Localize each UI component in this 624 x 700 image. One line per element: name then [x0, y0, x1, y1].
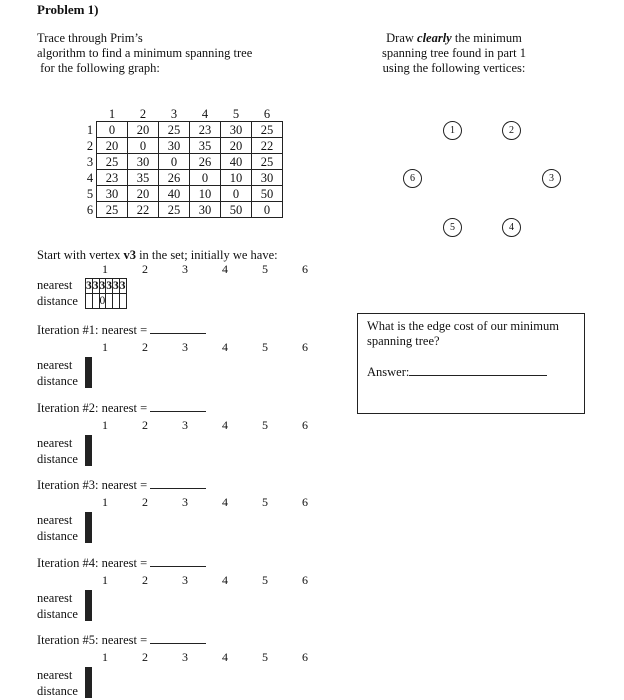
col-header: 2: [142, 418, 148, 432]
distance-label: distance: [37, 684, 78, 698]
col-header: 1: [102, 262, 108, 276]
col-header: 4: [222, 340, 228, 354]
distance-cell[interactable]: [92, 294, 99, 309]
initial-table: [85, 278, 127, 309]
instructions-right: [368, 31, 540, 76]
answer-label: Answer:: [367, 365, 410, 379]
col-header: 5: [262, 495, 268, 509]
matrix-cell: 25: [252, 154, 283, 170]
iteration-nearest-blank[interactable]: [150, 555, 206, 567]
nearest-cell[interactable]: [91, 436, 92, 451]
matrix-cell: 30: [190, 202, 221, 218]
matrix-cell: 40: [159, 186, 190, 202]
matrix-row-header: 4: [86, 170, 94, 185]
nearest-label: nearest: [37, 278, 73, 292]
col-header: 5: [262, 262, 268, 276]
col-header: 4: [222, 495, 228, 509]
col-header: 3: [182, 262, 188, 276]
matrix-row: [84, 138, 283, 154]
matrix-col-header: 6: [263, 106, 271, 121]
matrix-cell: 0: [97, 122, 128, 138]
start-vertex: v3: [123, 248, 136, 262]
iteration-nearest-blank[interactable]: [150, 400, 206, 412]
question-text: What is the edge cost of our minimum spanning tree?: [367, 319, 559, 348]
matrix-col-header: 2: [139, 106, 147, 121]
matrix-cell: 22: [128, 202, 159, 218]
matrix-row-header: 1: [86, 122, 94, 137]
distance-row: [86, 606, 92, 621]
adjacency-matrix: [84, 106, 283, 218]
matrix-cell: 20: [221, 138, 252, 154]
col-header: 1: [102, 418, 108, 432]
start-instruction: [37, 248, 278, 263]
matrix-row-header: 6: [86, 202, 94, 217]
distance-cell[interactable]: [91, 528, 92, 543]
col-header: 6: [302, 262, 308, 276]
matrix-cell: 30: [252, 170, 283, 186]
iteration-table: [85, 357, 92, 388]
start-post: in the set; initially we have:: [135, 248, 278, 262]
matrix-row: [84, 170, 283, 186]
distance-cell[interactable]: [91, 683, 92, 698]
iteration-table: [85, 512, 92, 543]
matrix-cell: 30: [159, 138, 190, 154]
distance-cell[interactable]: [119, 294, 126, 309]
iteration-title: [37, 400, 206, 416]
iteration-title: [37, 322, 206, 338]
matrix-row: [84, 186, 283, 202]
matrix-col-header: 1: [108, 106, 116, 121]
nearest-cell[interactable]: [91, 358, 92, 373]
question-box: [357, 313, 585, 414]
distance-cell[interactable]: 0: [99, 295, 106, 307]
distance-row: [86, 294, 127, 309]
nearest-label: nearest: [37, 358, 73, 372]
nearest-row: [86, 591, 92, 606]
matrix-cell: 25: [159, 122, 190, 138]
nearest-cell[interactable]: 3: [106, 280, 112, 292]
matrix-cell: 23: [97, 170, 128, 186]
distance-row: [86, 683, 92, 698]
matrix-cell: 25: [97, 202, 128, 218]
col-header: 5: [262, 340, 268, 354]
nearest-label: nearest: [37, 513, 73, 527]
matrix-cell: 30: [221, 122, 252, 138]
iteration-nearest-blank[interactable]: [150, 322, 206, 334]
col-header: 6: [302, 418, 308, 432]
matrix-col-header: 5: [232, 106, 240, 121]
nearest-row: [86, 668, 92, 683]
col-header: 3: [182, 418, 188, 432]
matrix-row-header: 2: [86, 138, 94, 153]
distance-cell[interactable]: [91, 451, 92, 466]
nearest-cell[interactable]: 3: [86, 280, 92, 292]
matrix-cell: 26: [159, 170, 190, 186]
iteration-label: Iteration #2: nearest =: [37, 401, 148, 415]
distance-cell[interactable]: [86, 294, 93, 309]
distance-label: distance: [37, 452, 78, 466]
distance-row: [86, 451, 92, 466]
instructions-right-post: the minimum: [451, 31, 522, 45]
matrix-cell: 20: [128, 186, 159, 202]
instructions-right-line-2: spanning tree found in part 1: [381, 46, 527, 60]
nearest-row: [86, 358, 92, 373]
col-header: 6: [302, 495, 308, 509]
matrix-cell: 25: [252, 122, 283, 138]
distance-row: [86, 528, 92, 543]
distance-cell[interactable]: [113, 294, 120, 309]
col-header: 5: [262, 418, 268, 432]
nearest-row: [86, 279, 127, 294]
col-header: 4: [222, 418, 228, 432]
problem-title: Problem 1): [37, 2, 99, 17]
distance-cell[interactable]: [91, 606, 92, 621]
matrix-cell: 40: [221, 154, 252, 170]
matrix-cell: 23: [190, 122, 221, 138]
vertex-2-circle: 2: [502, 121, 521, 140]
answer-blank[interactable]: [409, 364, 547, 376]
iteration-nearest-blank[interactable]: [150, 632, 206, 644]
distance-label: distance: [37, 374, 78, 388]
distance-cell[interactable]: [106, 294, 113, 309]
col-header: 3: [182, 340, 188, 354]
matrix-cell: 20: [97, 138, 128, 154]
col-header: 6: [302, 340, 308, 354]
matrix-header-row: [84, 106, 283, 122]
distance-row: [86, 373, 92, 388]
nearest-label: nearest: [37, 668, 73, 682]
col-header: 6: [302, 650, 308, 664]
vertex-4-circle: 4: [502, 218, 521, 237]
instructions-right-line-3: using the following vertices:: [382, 61, 526, 75]
nearest-cell[interactable]: 3: [119, 280, 126, 292]
iteration-title: [37, 632, 206, 648]
nearest-label: nearest: [37, 436, 73, 450]
vertex-5-circle: 5: [443, 218, 462, 237]
matrix-cell: 25: [159, 202, 190, 218]
matrix-cell: 0: [221, 186, 252, 202]
col-header: 6: [302, 573, 308, 587]
instructions-right-pre: Draw: [386, 31, 418, 45]
col-header: 2: [142, 495, 148, 509]
iteration-label: Iteration #5: nearest =: [37, 633, 148, 647]
col-header: 2: [142, 650, 148, 664]
matrix-row-header: 5: [86, 186, 94, 201]
instructions-line-3: for the following graph:: [37, 61, 160, 75]
nearest-cell[interactable]: 3: [99, 280, 106, 292]
distance-label: distance: [37, 607, 78, 621]
nearest-cell[interactable]: 3: [92, 280, 99, 292]
distance-label: distance: [37, 529, 78, 543]
iteration-label: Iteration #4: nearest =: [37, 556, 148, 570]
col-header: 5: [262, 650, 268, 664]
matrix-cell: 35: [190, 138, 221, 154]
matrix-col-header: 4: [201, 106, 209, 121]
nearest-cell[interactable]: 3: [113, 280, 119, 292]
iteration-label: Iteration #1: nearest =: [37, 323, 148, 337]
instructions-right-emph: clearly: [417, 31, 452, 45]
vertex-6-circle: 6: [403, 169, 422, 188]
iteration-table: [85, 590, 92, 621]
matrix-row: [84, 122, 283, 138]
matrix-cell: 10: [190, 186, 221, 202]
answer-row: [367, 364, 547, 380]
instructions-line-2: algorithm to find a minimum spanning tree: [37, 46, 253, 60]
iteration-table: [85, 667, 92, 698]
matrix-cell: 26: [190, 154, 221, 170]
col-header: 2: [142, 573, 148, 587]
col-header: 4: [222, 262, 228, 276]
col-header: 3: [182, 573, 188, 587]
matrix-cell: 0: [159, 154, 190, 170]
matrix-cell: 22: [252, 138, 283, 154]
col-header: 1: [102, 340, 108, 354]
distance-cell[interactable]: [91, 373, 92, 388]
instructions-left: [37, 31, 252, 76]
col-header: 4: [222, 650, 228, 664]
matrix-row: [84, 202, 283, 218]
col-header: 4: [222, 573, 228, 587]
iteration-nearest-blank[interactable]: [150, 477, 206, 489]
col-header: 2: [142, 340, 148, 354]
col-header: 3: [182, 495, 188, 509]
matrix-cell: 10: [221, 170, 252, 186]
matrix-cell: 35: [128, 170, 159, 186]
nearest-cell[interactable]: [91, 668, 92, 683]
matrix-cell: 30: [128, 154, 159, 170]
col-header: 1: [102, 495, 108, 509]
matrix-cell: 0: [252, 202, 283, 218]
matrix-row-header: 3: [86, 154, 94, 169]
matrix-cell: 20: [128, 122, 159, 138]
nearest-row: [86, 513, 92, 528]
matrix-row: [84, 154, 283, 170]
iteration-label: Iteration #3: nearest =: [37, 478, 148, 492]
nearest-cell[interactable]: [91, 513, 92, 528]
matrix-cell: 0: [190, 170, 221, 186]
col-header: 3: [182, 650, 188, 664]
nearest-label: nearest: [37, 591, 73, 605]
vertex-3-circle: 3: [542, 169, 561, 188]
nearest-cell[interactable]: [91, 591, 92, 606]
iteration-table: [85, 435, 92, 466]
col-header: 1: [102, 573, 108, 587]
col-header: 5: [262, 573, 268, 587]
vertex-1-circle: 1: [443, 121, 462, 140]
nearest-row: [86, 436, 92, 451]
matrix-cell: 0: [128, 138, 159, 154]
matrix-cell: 25: [97, 154, 128, 170]
matrix-cell: 50: [221, 202, 252, 218]
matrix-cell: 50: [252, 186, 283, 202]
matrix-cell: 30: [97, 186, 128, 202]
start-pre: Start with vertex: [37, 248, 124, 262]
matrix-col-header: 3: [170, 106, 178, 121]
col-header: 2: [142, 262, 148, 276]
iteration-title: [37, 477, 206, 493]
col-header: 1: [102, 650, 108, 664]
iteration-title: [37, 555, 206, 571]
instructions-line-1: Trace through Prim’s: [37, 31, 143, 45]
distance-label: distance: [37, 294, 78, 308]
